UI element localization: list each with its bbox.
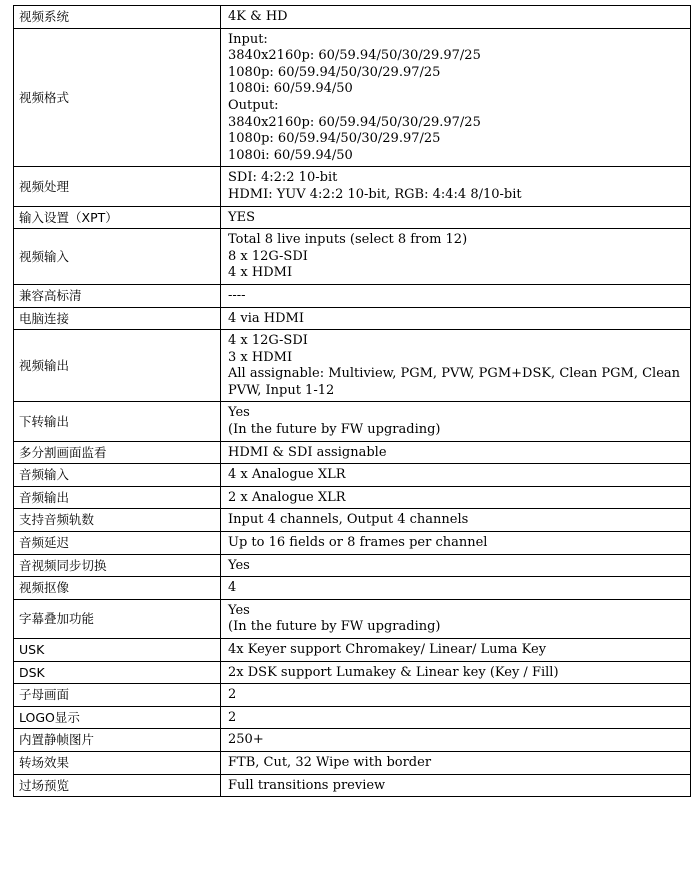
spec-label: 视频输出 (14, 330, 221, 402)
table-row (14, 486, 691, 509)
spec-value (221, 486, 691, 509)
spec-label: 子母画面 (14, 684, 221, 707)
spec-value-line: 1080i: 60/59.94/50 (228, 81, 353, 97)
table-row (14, 532, 691, 555)
table-row (14, 751, 691, 774)
spec-value-line: 2 x Analogue XLR (228, 489, 346, 505)
spec-value-line: ---- (228, 287, 246, 303)
spec-value (221, 729, 691, 752)
spec-value-line: Up to 16 fields or 8 frames per channel (228, 535, 488, 551)
spec-value-line: 4x Keyer support Chromakey/ Linear/ Luma Key (228, 642, 547, 657)
table-row (14, 229, 691, 285)
table-row (14, 684, 691, 707)
spec-value-line: (In the future by FW upgrading) (228, 619, 441, 635)
spec-value (221, 6, 691, 29)
spec-label: 音频输出 (14, 486, 221, 509)
spec-value-line: 4 (228, 580, 237, 596)
table-row (14, 330, 691, 402)
spec-label: USK (14, 639, 221, 662)
spec-label: 下转输出 (14, 402, 221, 441)
spec-value-line: Output: (228, 97, 279, 113)
spec-value (221, 751, 691, 774)
spec-label: LOGO显示 (14, 706, 221, 729)
table-row (14, 28, 691, 167)
spec-value (221, 464, 691, 487)
spec-label: 多分割画面监看 (14, 441, 221, 464)
spec-value-line: 4 via HDMI (228, 310, 304, 326)
spec-value-line: 2 (228, 687, 237, 703)
spec-value (221, 532, 691, 555)
spec-value-line: SDI: 4:2:2 10-bit (228, 170, 338, 186)
table-row (14, 402, 691, 441)
table-row (14, 284, 691, 307)
spec-value (221, 206, 691, 229)
spec-value (221, 509, 691, 532)
table-row (14, 599, 691, 638)
table-row (14, 206, 691, 229)
spec-value (221, 307, 691, 330)
spec-value (221, 402, 691, 441)
spec-value-line: 2x DSK support Lumakey & Linear key (Key / Fill) (228, 664, 559, 680)
table-row (14, 639, 691, 662)
spec-value (221, 28, 691, 167)
spec-value-line: Yes (228, 405, 250, 421)
spec-table (13, 5, 691, 797)
spec-value (221, 330, 691, 402)
spec-value-line: 4 x 12G-SDI (228, 333, 308, 349)
spec-label: 视频抠像 (14, 577, 221, 600)
table-row (14, 167, 691, 206)
spec-value (221, 554, 691, 577)
spec-label: 输入设置（XPT） (14, 206, 221, 229)
table-row (14, 464, 691, 487)
spec-label: 视频处理 (14, 167, 221, 206)
spec-value-line: Input 4 channels, Output 4 channels (228, 512, 469, 528)
spec-value-line: Input: (228, 31, 268, 47)
spec-label: 音视频同步切换 (14, 554, 221, 577)
spec-value (221, 684, 691, 707)
spec-label: 支持音频轨数 (14, 509, 221, 532)
spec-value-line: 4 x HDMI (228, 265, 293, 281)
spec-value (221, 706, 691, 729)
spec-label: 电脑连接 (14, 307, 221, 330)
spec-value-line: YES (228, 209, 255, 225)
spec-value-line: Total 8 live inputs (select 8 from 12) (228, 232, 468, 248)
spec-label: 兼容高标清 (14, 284, 221, 307)
spec-label: 转场效果 (14, 751, 221, 774)
table-row (14, 509, 691, 532)
table-row (14, 577, 691, 600)
spec-label: 视频输入 (14, 229, 221, 285)
spec-value-line: 8 x 12G-SDI (228, 248, 308, 264)
table-row (14, 554, 691, 577)
spec-value (221, 577, 691, 600)
spec-label: 内置静帧图片 (14, 729, 221, 752)
spec-value (221, 661, 691, 684)
spec-value-line: 3 x HDMI (228, 349, 293, 365)
spec-value-line: 4K & HD (228, 9, 288, 24)
spec-label: 过场预览 (14, 774, 221, 797)
spec-value-line: 4 x Analogue XLR (228, 467, 346, 483)
spec-value-line: Full transitions preview (228, 777, 386, 793)
spec-value-line: Yes (228, 602, 250, 618)
spec-value-line: Yes (228, 557, 250, 573)
spec-label: DSK (14, 661, 221, 684)
spec-value-line: (In the future by FW upgrading) (228, 422, 441, 438)
spec-value (221, 284, 691, 307)
spec-label: 视频格式 (14, 28, 221, 167)
table-row (14, 307, 691, 330)
spec-value-line: All assignable: Multiview, PGM, PVW, PGM+DSK, Clean PGM, Clean PVW, Input 1-12 (228, 366, 681, 398)
spec-label: 字幕叠加功能 (14, 599, 221, 638)
spec-value-line: 3840x2160p: 60/59.94/50/30/29.97/25 (228, 114, 481, 130)
table-row (14, 661, 691, 684)
spec-value-line: 3840x2160p: 60/59.94/50/30/29.97/25 (228, 48, 481, 64)
spec-value-line: 2 (228, 709, 237, 725)
spec-label: 音频输入 (14, 464, 221, 487)
table-row (14, 729, 691, 752)
spec-value-line: 1080i: 60/59.94/50 (228, 147, 353, 163)
spec-value-line: FTB, Cut, 32 Wipe with border (228, 754, 432, 770)
spec-value-line: 1080p: 60/59.94/50/30/29.97/25 (228, 64, 441, 80)
spec-value (221, 441, 691, 464)
table-row (14, 441, 691, 464)
spec-value-line: 1080p: 60/59.94/50/30/29.97/25 (228, 131, 441, 147)
spec-value-line: HDMI & SDI assignable (228, 444, 387, 460)
table-row (14, 706, 691, 729)
spec-label: 音频延迟 (14, 532, 221, 555)
spec-value (221, 167, 691, 206)
spec-value (221, 774, 691, 797)
spec-table-body (14, 6, 691, 797)
spec-value-line: HDMI: YUV 4:2:2 10-bit, RGB: 4:4:4 8/10-bit (228, 186, 522, 202)
spec-value (221, 599, 691, 638)
spec-label: 视频系统 (14, 6, 221, 29)
table-row (14, 6, 691, 29)
spec-value-line: 250+ (228, 732, 264, 748)
spec-value (221, 639, 691, 662)
spec-value (221, 229, 691, 285)
table-row (14, 774, 691, 797)
